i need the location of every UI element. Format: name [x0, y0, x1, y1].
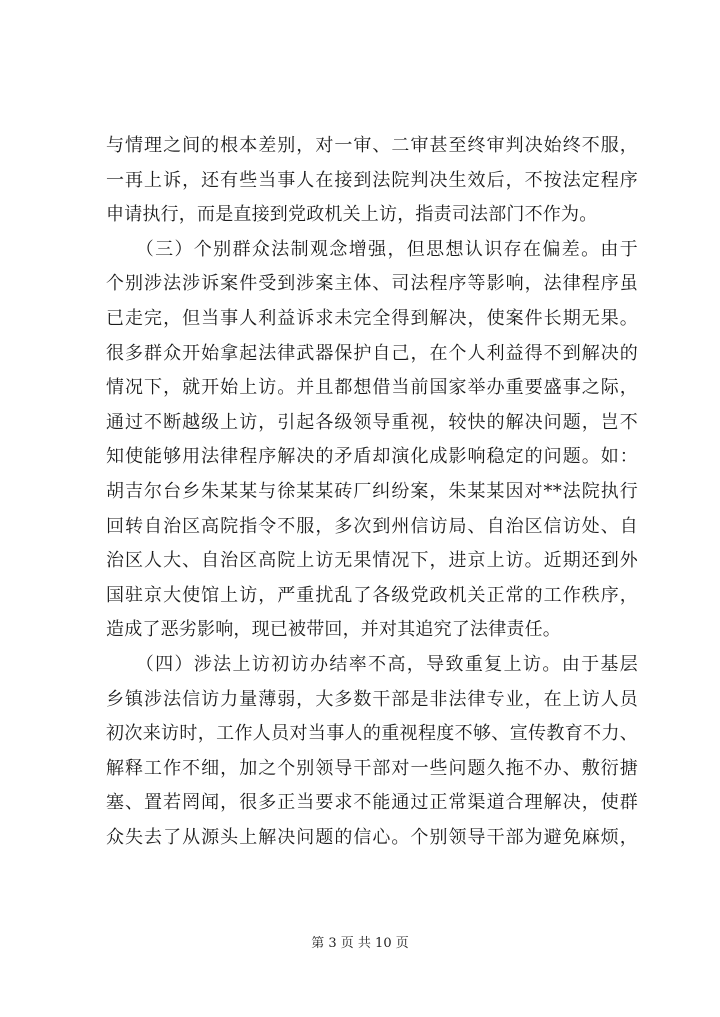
text-line: 申请执行，而是直接到党政机关上访，指责司法部门不作为。 — [106, 204, 598, 226]
text-line: 胡吉尔台乡朱某某与徐某某砖厂纠纷案，朱某某因对**法院执行 — [106, 480, 638, 502]
text-line: 一再上诉，还有些当事人在接到法院判决生效后，不按法定程序 — [106, 169, 638, 191]
text-line: 初次来访时，工作人员对当事人的重视程度不够、宣传教育不力、 — [106, 723, 638, 745]
text-line: 众失去了从源头上解决问题的信心。个别领导干部为避免麻烦， — [106, 826, 638, 848]
text-line: 回转自治区高院指令不服，多次到州信访局、自治区信访处、自 — [106, 515, 638, 537]
text-line: 通过不断越级上访，引起各级领导重视，较快的解决问题，岂不 — [106, 411, 638, 433]
text-line: 知使能够用法律程序解决的矛盾却演化成影响稳定的问题。如： — [106, 446, 638, 468]
text-line: 个别涉法涉诉案件受到涉案主体、司法程序等影响，法律程序虽 — [106, 273, 638, 295]
text-line: 治区人大、自治区高院上访无果情况下，进京上访。近期还到外 — [106, 550, 638, 572]
text-line: 很多群众开始拿起法律武器保护自己，在个人利益得不到解决的 — [106, 342, 638, 364]
text-line: 造成了恶劣影响，现已被带回，并对其追究了法律责任。 — [106, 619, 561, 641]
text-line: （四）涉法上访初访办结率不高，导致重复上访。由于基层 — [106, 653, 638, 675]
body-text — [106, 129, 638, 855]
text-line: （三）个别群众法制观念增强，但思想认识存在偏差。由于 — [106, 238, 638, 260]
text-line: 乡镇涉法信访力量薄弱，大多数干部是非法律专业，在上访人员 — [106, 688, 638, 710]
page-number-footer: 第 3 页 共 10 页 — [311, 936, 409, 951]
text-line: 已走完，但当事人利益诉求未完全得到解决，使案件长期无果。 — [106, 307, 638, 329]
text-line: 与情理之间的根本差别，对一审、二审甚至终审判决始终不服， — [106, 135, 638, 156]
text-line: 国驻京大使馆上访，严重扰乱了各级党政机关正常的工作秩序， — [106, 584, 638, 606]
text-line: 塞、置若罔闻，很多正当要求不能通过正常渠道合理解决，使群 — [106, 792, 638, 814]
text-line: 情况下，就开始上访。并且都想借当前国家举办重要盛事之际， — [106, 377, 638, 399]
text-line: 解释工作不细，加之个别领导干部对一些问题久拖不办、敷衍搪 — [106, 757, 638, 779]
